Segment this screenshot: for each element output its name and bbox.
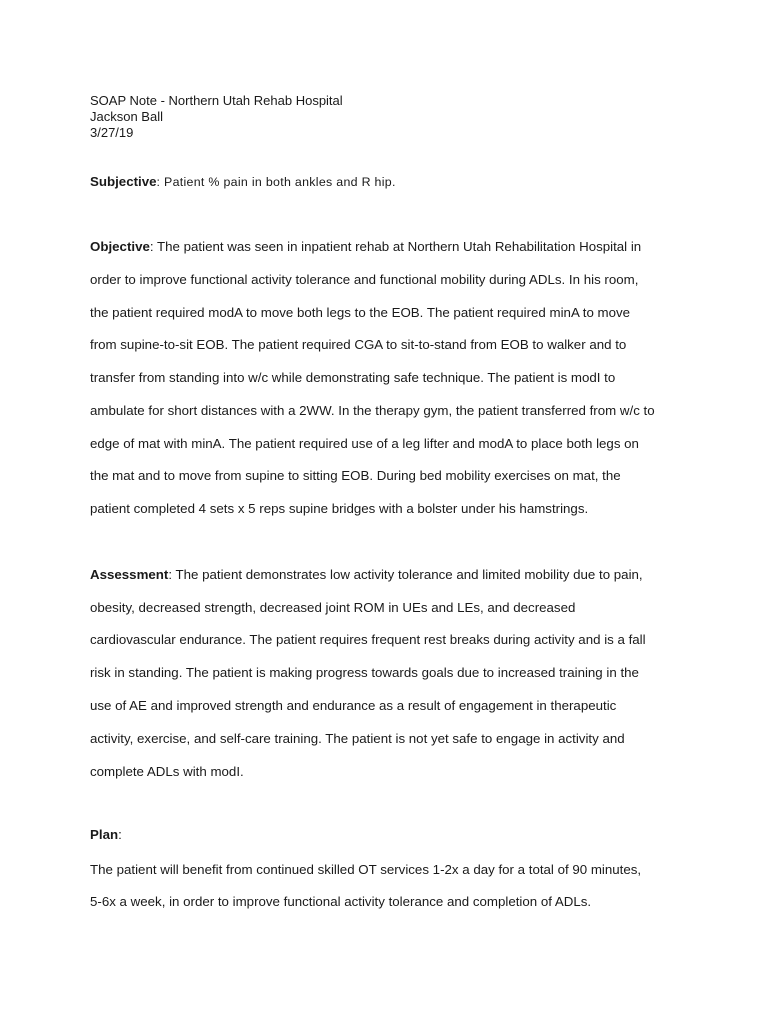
subjective-text: : Patient % pain in both ankles and R hip. xyxy=(156,175,396,189)
objective-line: edge of mat with minA. The patient required use of a leg lifter and modA to place both legs on xyxy=(90,436,639,451)
plan-label: Plan xyxy=(90,827,119,842)
objective-line: ambulate for short distances with a 2WW. In the therapy gym, the patient transferred from w/c to xyxy=(90,403,655,418)
assessment-line: use of AE and improved strength and endurance as a result of engagement in therapeutic xyxy=(90,698,617,713)
objective-line xyxy=(90,239,641,254)
assessment-line: obesity, decreased strength, decreased joint ROM in UEs and LEs, and decreased xyxy=(90,600,576,615)
objective-text: : The patient was seen in inpatient rehab at Northern Utah Rehabilitation Hospital in xyxy=(149,239,642,254)
plan-line: The patient will benefit from continued skilled OT services 1-2x a day for a total of 90 minutes, xyxy=(90,862,642,877)
objective-line: patient completed 4 sets x 5 reps supine bridges with a bolster under his hamstrings. xyxy=(90,501,589,516)
author-name: Jackson Ball xyxy=(90,109,163,124)
objective-line: the patient required modA to move both legs to the EOB. The patient required minA to move xyxy=(90,305,631,320)
assessment-line xyxy=(90,567,643,582)
objective-line: the mat and to move from supine to sitting EOB. During bed mobility exercises on mat, the xyxy=(90,468,621,483)
plan-line: 5-6x a week, in order to improve functional activity tolerance and completion of ADLs. xyxy=(90,894,592,909)
assessment-line: cardiovascular endurance. The patient requires frequent rest breaks during activity and is a fall xyxy=(90,632,646,647)
subjective-label: Subjective xyxy=(90,174,157,189)
assessment-label: Assessment xyxy=(90,567,169,582)
assessment-line: risk in standing. The patient is making progress towards goals due to increased training in the xyxy=(90,665,639,680)
plan-heading xyxy=(90,827,122,842)
document-header xyxy=(90,93,343,141)
document-title: SOAP Note - Northern Utah Rehab Hospital xyxy=(90,93,343,108)
assessment-line: complete ADLs with modI. xyxy=(90,764,244,779)
objective-line: order to improve functional activity tolerance and functional mobility during ADLs. In his room, xyxy=(90,272,639,287)
assessment-text: : The patient demonstrates low activity tolerance and limited mobility due to pain, xyxy=(168,567,643,582)
assessment-line: activity, exercise, and self-care training. The patient is not yet safe to engage in activity and xyxy=(90,731,625,746)
objective-line: from supine-to-sit EOB. The patient required CGA to sit-to-stand from EOB to walker and to xyxy=(90,337,627,352)
subjective-paragraph xyxy=(90,174,396,189)
plan-colon: : xyxy=(118,827,122,842)
objective-line: transfer from standing into w/c while demonstrating safe technique. The patient is modI to xyxy=(90,370,616,385)
objective-label: Objective xyxy=(90,239,150,254)
document-date: 3/27/19 xyxy=(90,125,134,140)
